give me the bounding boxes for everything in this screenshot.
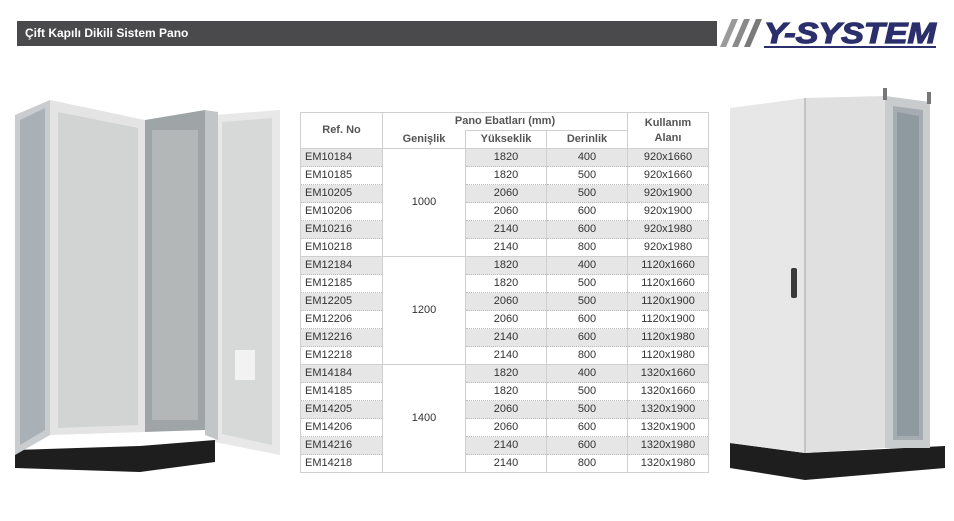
height-cell: 2060 [466, 293, 547, 311]
depth-cell: 500 [547, 185, 628, 203]
table-row [301, 419, 709, 437]
ref-no-cell: EM14216 [301, 437, 383, 455]
height-cell: 2140 [466, 455, 547, 473]
ref-no-cell: EM10206 [301, 203, 383, 221]
usage-area-cell: 920x1660 [628, 167, 709, 185]
height-cell: 1820 [466, 257, 547, 275]
height-cell: 2060 [466, 419, 547, 437]
height-cell: 2060 [466, 203, 547, 221]
depth-cell: 600 [547, 311, 628, 329]
depth-cell: 500 [547, 167, 628, 185]
ref-no-cell: EM10216 [301, 221, 383, 239]
usage-area-cell: 1320x1980 [628, 437, 709, 455]
table-row [301, 365, 709, 383]
table-row [301, 401, 709, 419]
usage-area-cell: 1320x1660 [628, 365, 709, 383]
usage-area-cell: 920x1980 [628, 239, 709, 257]
header-ref-no: Ref. No [301, 113, 383, 149]
ref-no-cell: EM12206 [301, 311, 383, 329]
ref-no-cell: EM12185 [301, 275, 383, 293]
ref-no-cell: EM12205 [301, 293, 383, 311]
height-cell: 1820 [466, 149, 547, 167]
width-cell: 1000 [383, 149, 466, 257]
depth-cell: 800 [547, 347, 628, 365]
height-cell: 2140 [466, 239, 547, 257]
usage-area-cell: 1120x1980 [628, 347, 709, 365]
usage-area-cell: 1320x1660 [628, 383, 709, 401]
height-cell: 2140 [466, 329, 547, 347]
usage-area-cell: 1120x1900 [628, 311, 709, 329]
height-cell: 1820 [466, 275, 547, 293]
header-dimensions: Pano Ebatları (mm) [383, 113, 628, 131]
depth-cell: 500 [547, 275, 628, 293]
table-row [301, 257, 709, 275]
ref-no-cell: EM14184 [301, 365, 383, 383]
table-row [301, 293, 709, 311]
usage-area-cell: 920x1900 [628, 185, 709, 203]
table-row [301, 239, 709, 257]
depth-cell: 400 [547, 149, 628, 167]
ref-no-cell: EM10185 [301, 167, 383, 185]
ref-no-cell: EM12184 [301, 257, 383, 275]
table-row [301, 329, 709, 347]
table-row [301, 311, 709, 329]
table-row [301, 149, 709, 167]
height-cell: 2060 [466, 185, 547, 203]
depth-cell: 500 [547, 293, 628, 311]
product-table [300, 112, 709, 473]
open-cabinet-image [10, 90, 290, 475]
usage-area-cell: 1320x1900 [628, 419, 709, 437]
usage-area-cell: 920x1980 [628, 221, 709, 239]
depth-cell: 600 [547, 437, 628, 455]
height-cell: 2060 [466, 401, 547, 419]
depth-cell: 600 [547, 203, 628, 221]
height-cell: 1820 [466, 383, 547, 401]
ref-no-cell: EM10218 [301, 239, 383, 257]
ref-no-cell: EM14206 [301, 419, 383, 437]
usage-area-cell: 1120x1660 [628, 275, 709, 293]
height-cell: 1820 [466, 167, 547, 185]
header-depth: Derinlik [547, 131, 628, 149]
table-row [301, 347, 709, 365]
depth-cell: 400 [547, 365, 628, 383]
table-row [301, 167, 709, 185]
depth-cell: 500 [547, 383, 628, 401]
usage-area-cell: 1320x1900 [628, 401, 709, 419]
depth-cell: 600 [547, 329, 628, 347]
header-usage-area [628, 113, 709, 149]
ref-no-cell: EM12216 [301, 329, 383, 347]
width-cell: 1400 [383, 365, 466, 473]
depth-cell: 500 [547, 401, 628, 419]
ref-no-cell: EM10184 [301, 149, 383, 167]
ref-no-cell: EM10205 [301, 185, 383, 203]
y-system-logo [760, 16, 940, 50]
usage-area-cell: 1120x1660 [628, 257, 709, 275]
height-cell: 2140 [466, 347, 547, 365]
header-height: Yükseklik [466, 131, 547, 149]
table-row [301, 455, 709, 473]
table-row [301, 383, 709, 401]
usage-area-cell: 920x1900 [628, 203, 709, 221]
header-usage-area-line1: Kullanım [644, 116, 692, 129]
header-usage-area-line2: Alanı [654, 131, 682, 144]
page-title: Çift Kapılı Dikili Sistem Pano [25, 26, 189, 40]
depth-cell: 600 [547, 221, 628, 239]
ref-no-cell: EM14205 [301, 401, 383, 419]
height-cell: 2060 [466, 311, 547, 329]
table-row [301, 203, 709, 221]
usage-area-cell: 920x1660 [628, 149, 709, 167]
depth-cell: 800 [547, 239, 628, 257]
height-cell: 2140 [466, 437, 547, 455]
depth-cell: 400 [547, 257, 628, 275]
table-row [301, 221, 709, 239]
usage-area-cell: 1120x1900 [628, 293, 709, 311]
height-cell: 2140 [466, 221, 547, 239]
usage-area-cell: 1320x1980 [628, 455, 709, 473]
usage-area-cell: 1120x1980 [628, 329, 709, 347]
table-row [301, 437, 709, 455]
table-row [301, 185, 709, 203]
ref-no-cell: EM14218 [301, 455, 383, 473]
closed-cabinet-image [725, 88, 945, 503]
ref-no-cell: EM14185 [301, 383, 383, 401]
ref-no-cell: EM12218 [301, 347, 383, 365]
height-cell: 1820 [466, 365, 547, 383]
depth-cell: 800 [547, 455, 628, 473]
logo-text: Y-SYSTEM [764, 18, 937, 50]
width-cell: 1200 [383, 257, 466, 365]
depth-cell: 600 [547, 419, 628, 437]
table-row [301, 275, 709, 293]
page-header-bar [17, 21, 717, 46]
header-width: Genişlik [383, 131, 466, 149]
